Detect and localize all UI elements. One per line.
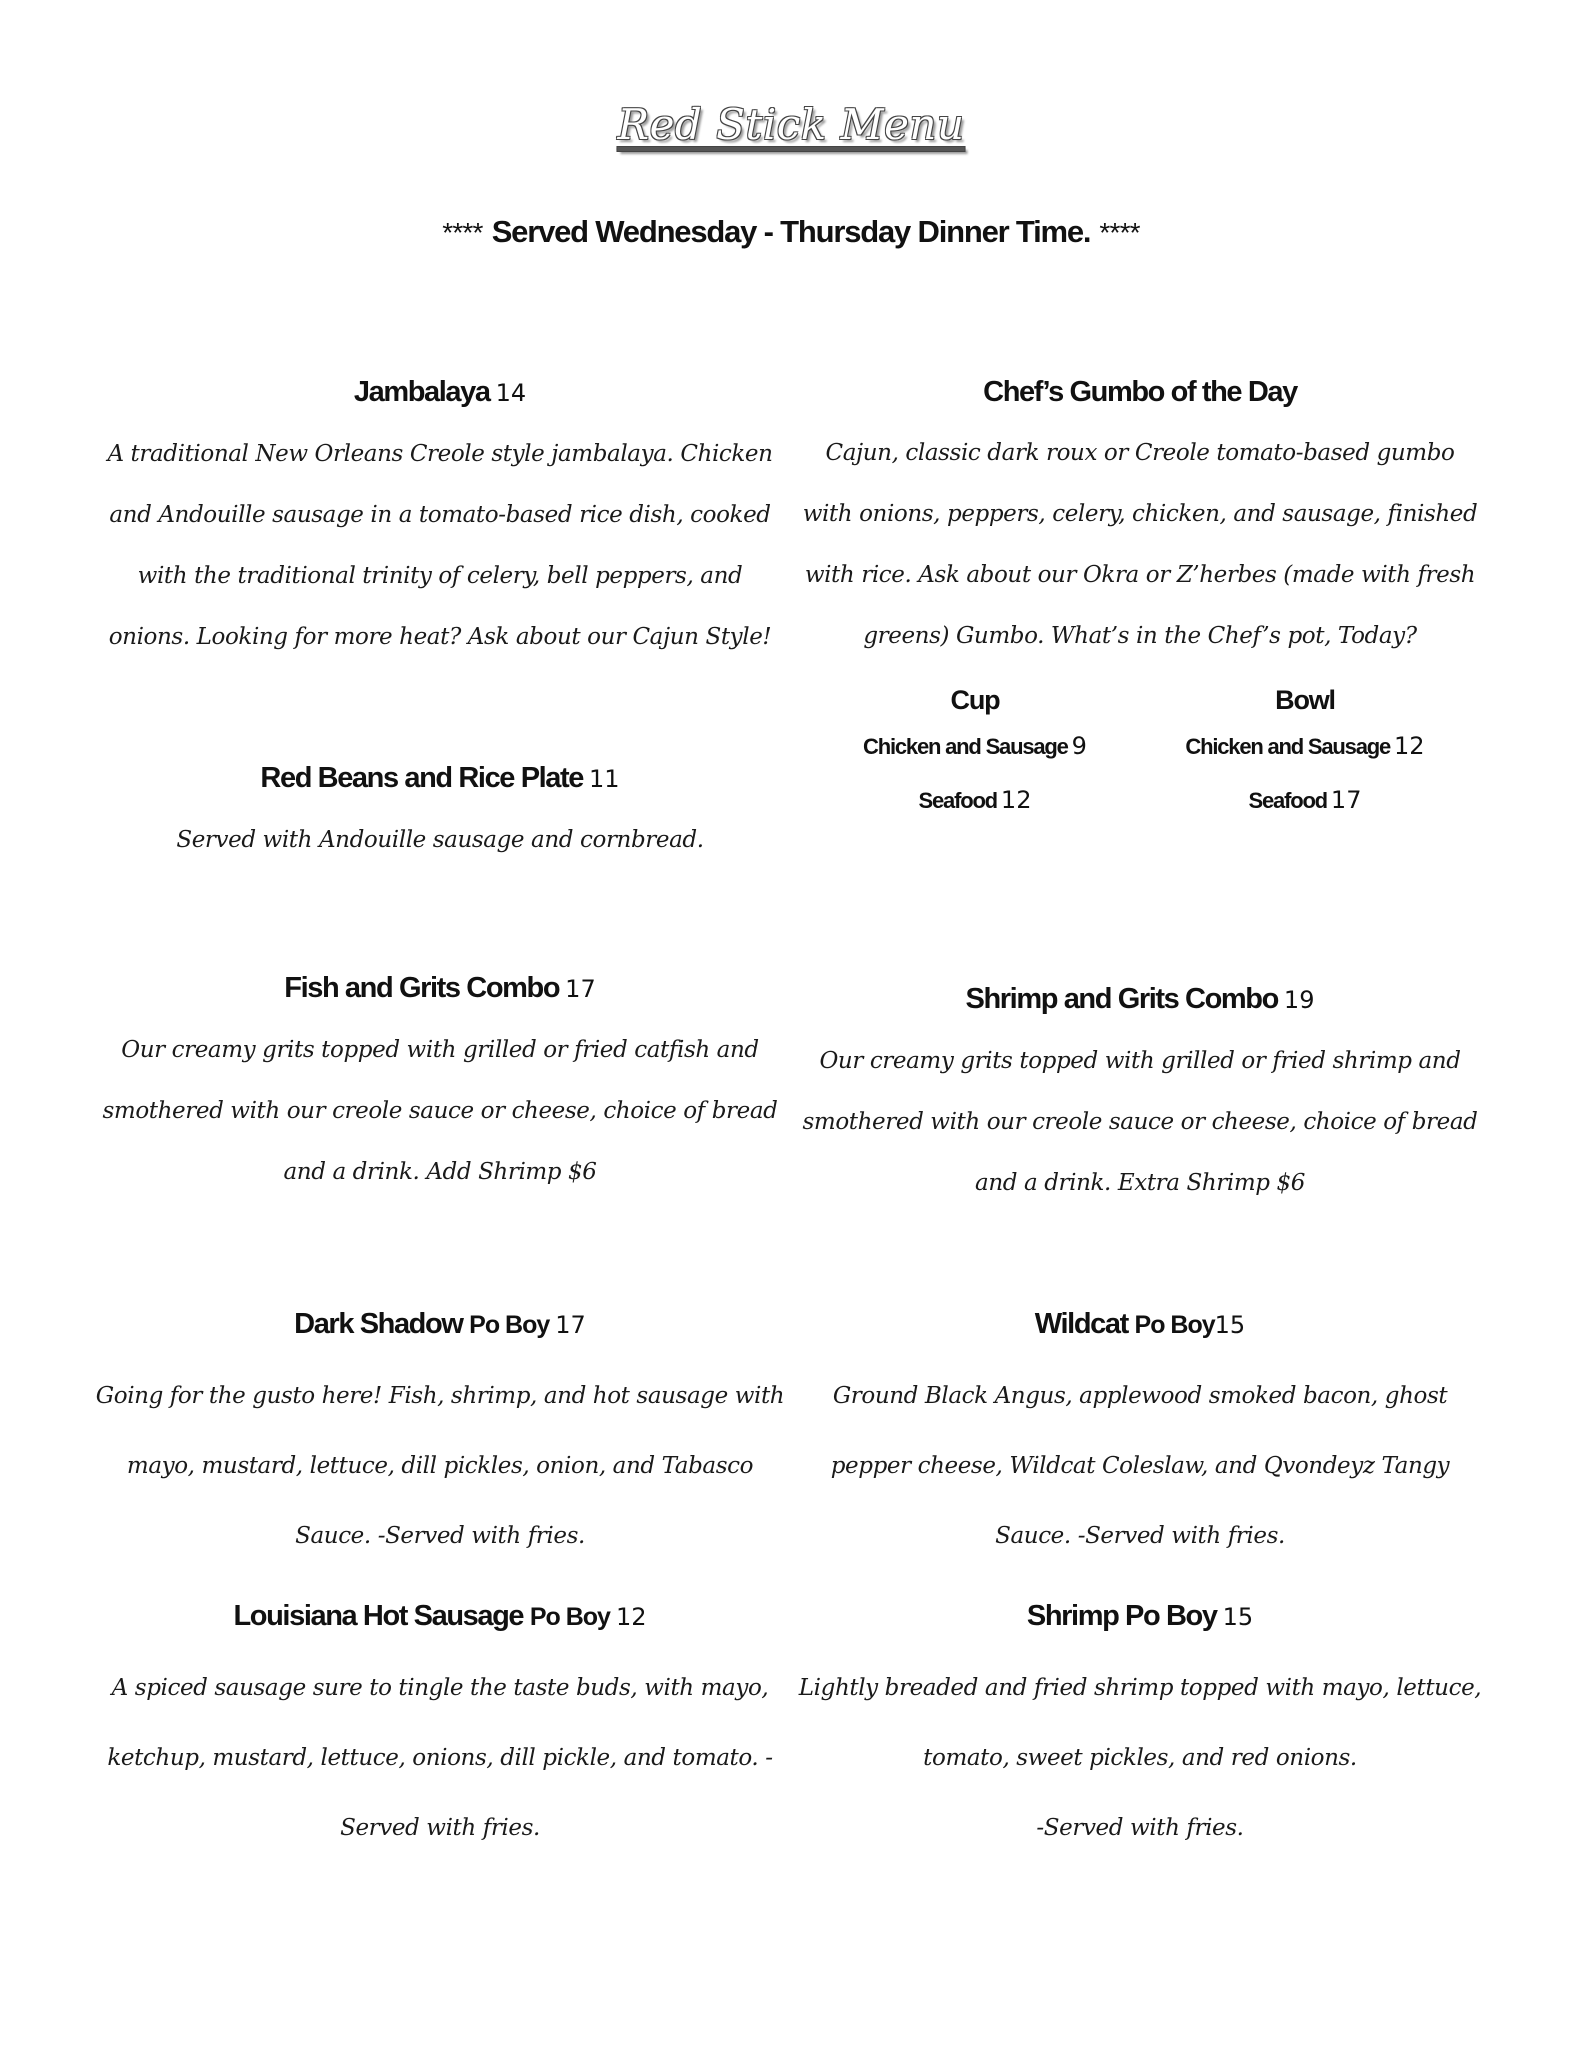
item-price: 14 — [495, 379, 527, 407]
cup-header: Cup — [950, 685, 1000, 715]
item-name: Chef’s Gumbo of the Day — [983, 376, 1297, 408]
gumbo-cup-column — [815, 680, 1135, 828]
item-description — [795, 423, 1485, 667]
stars-left: **** — [442, 217, 483, 248]
description-line: Our creamy grits topped with grilled or fried catfish and — [121, 1037, 759, 1063]
description-line: Our creamy grits topped with grilled or fried shrimp and — [819, 1048, 1461, 1074]
menu-item-hot-sausage — [95, 1596, 785, 1863]
item-name: Dark Shadow — [294, 1308, 463, 1340]
gumbo-bowl-column — [1145, 680, 1465, 828]
option-label: Seafood — [1248, 788, 1327, 813]
option-price: 9 — [1071, 732, 1087, 760]
description-line: smothered with our creole sauce or cheese, choice of bread — [102, 1098, 778, 1124]
item-description — [95, 810, 785, 871]
option-label: Chicken and Sausage — [1185, 734, 1391, 759]
description-line: Cajun, classic dark roux or Creole tomato-based gumbo — [825, 440, 1455, 466]
description-line: with the traditional trinity of celery, bell peppers, and — [137, 563, 743, 589]
description-line: smothered with our creole sauce or cheese, choice of bread — [802, 1109, 1478, 1135]
item-name: Shrimp and Grits Combo — [965, 983, 1278, 1015]
item-price: 17 — [565, 975, 596, 1003]
menu-item-dark-shadow — [95, 1304, 785, 1571]
description-line: A spiced sausage sure to tingle the taste buds, with mayo, — [111, 1675, 769, 1701]
item-title — [95, 1304, 785, 1345]
description-line: with rice. Ask about our Okra or Z’herbes (made with fresh — [804, 562, 1476, 588]
option-price: 12 — [1000, 786, 1032, 814]
description-line: greens) Gumbo. What’s in the Chef’s pot, Today? — [863, 623, 1417, 649]
menu-item-fish-grits — [95, 968, 785, 1203]
item-description — [795, 1653, 1485, 1863]
item-price: 17 — [555, 1311, 586, 1339]
item-price: 19 — [1283, 986, 1315, 1014]
item-description — [95, 1361, 785, 1571]
description-line: pepper cheese, Wildcat Coleslaw, and Qvondeyz Tangy — [830, 1453, 1450, 1479]
description-line: -Served with fries. — [1036, 1815, 1244, 1841]
item-name: Jambalaya — [353, 376, 490, 408]
item-title — [795, 372, 1485, 412]
item-name: Wildcat — [1034, 1308, 1128, 1340]
option-label: Chicken and Sausage — [863, 734, 1068, 759]
item-price: 15 — [1214, 1311, 1246, 1339]
cup-chicken-sausage — [815, 720, 1135, 773]
bowl-chicken-sausage — [1145, 720, 1465, 773]
item-description — [95, 424, 785, 668]
item-name: Fish and Grits Combo — [284, 972, 560, 1004]
menu-item-shrimp-po-boy — [795, 1596, 1485, 1863]
description-line: tomato, sweet pickles, and red onions. — [923, 1745, 1357, 1771]
item-title — [795, 1596, 1485, 1637]
description-line: onions. Looking for more heat? Ask about our Cajun Style! — [108, 624, 772, 650]
description-line: Sauce. -Served with fries. — [295, 1523, 585, 1549]
description-line: A traditional New Orleans Creole style jambalaya. Chicken — [107, 441, 773, 467]
menu-item-gumbo — [795, 372, 1485, 667]
item-title — [95, 372, 785, 413]
option-price: 12 — [1394, 732, 1425, 760]
option-label: Seafood — [918, 788, 997, 813]
item-type: Po Boy — [529, 1603, 610, 1631]
menu-item-red-beans — [95, 758, 785, 871]
item-description — [795, 1361, 1485, 1571]
item-title — [795, 1304, 1485, 1345]
item-price: 12 — [615, 1603, 647, 1631]
item-price: 11 — [589, 765, 620, 793]
description-line: and a drink. Extra Shrimp $6 — [975, 1170, 1305, 1196]
item-description — [95, 1653, 785, 1863]
description-line: mayo, mustard, lettuce, dill pickles, onion, and Tabasco — [126, 1453, 754, 1479]
item-title — [795, 979, 1485, 1020]
description-line: Served with Andouille sausage and cornbread. — [176, 827, 704, 853]
description-line: Served with fries. — [340, 1815, 540, 1841]
bowl-header: Bowl — [1275, 685, 1335, 715]
option-price: 17 — [1330, 786, 1362, 814]
item-price: 15 — [1222, 1603, 1254, 1631]
item-name: Louisiana Hot Sausage — [233, 1600, 524, 1632]
item-name: Red Beans and Rice Plate — [260, 762, 584, 794]
description-line: ketchup, mustard, lettuce, onions, dill pickle, and tomato. - — [107, 1745, 773, 1771]
item-type: Po Boy — [469, 1311, 550, 1339]
item-description — [95, 1020, 785, 1203]
item-name: Shrimp Po Boy — [1026, 1600, 1217, 1632]
item-title — [95, 758, 785, 799]
stars-right: **** — [1099, 217, 1140, 248]
description-line: Going for the gusto here! Fish, shrimp, and hot sausage with — [95, 1383, 785, 1409]
item-title — [95, 1596, 785, 1637]
description-line: with onions, peppers, celery, chicken, and sausage, finished — [802, 501, 1478, 527]
item-description — [795, 1031, 1485, 1214]
menu-item-wildcat — [795, 1304, 1485, 1571]
cup-seafood — [815, 773, 1135, 828]
menu-item-shrimp-grits — [795, 979, 1485, 1214]
service-times-text: Served Wednesday - Thursday Dinner Time. — [491, 214, 1091, 249]
bowl-seafood — [1145, 773, 1465, 828]
service-times — [0, 214, 1582, 250]
description-line: Ground Black Angus, applewood smoked bacon, ghost — [832, 1383, 1448, 1409]
description-line: Lightly breaded and fried shrimp topped with mayo, lettuce, — [798, 1675, 1482, 1701]
description-line: Sauce. -Served with fries. — [995, 1523, 1285, 1549]
menu-item-jambalaya — [95, 372, 785, 668]
menu-title: Red Stick Menu — [617, 100, 965, 149]
item-title — [95, 968, 785, 1009]
description-line: and Andouille sausage in a tomato-based rice dish, cooked — [109, 502, 771, 528]
item-type: Po Boy — [1134, 1311, 1215, 1339]
description-line: and a drink. Add Shrimp $6 — [283, 1159, 597, 1185]
